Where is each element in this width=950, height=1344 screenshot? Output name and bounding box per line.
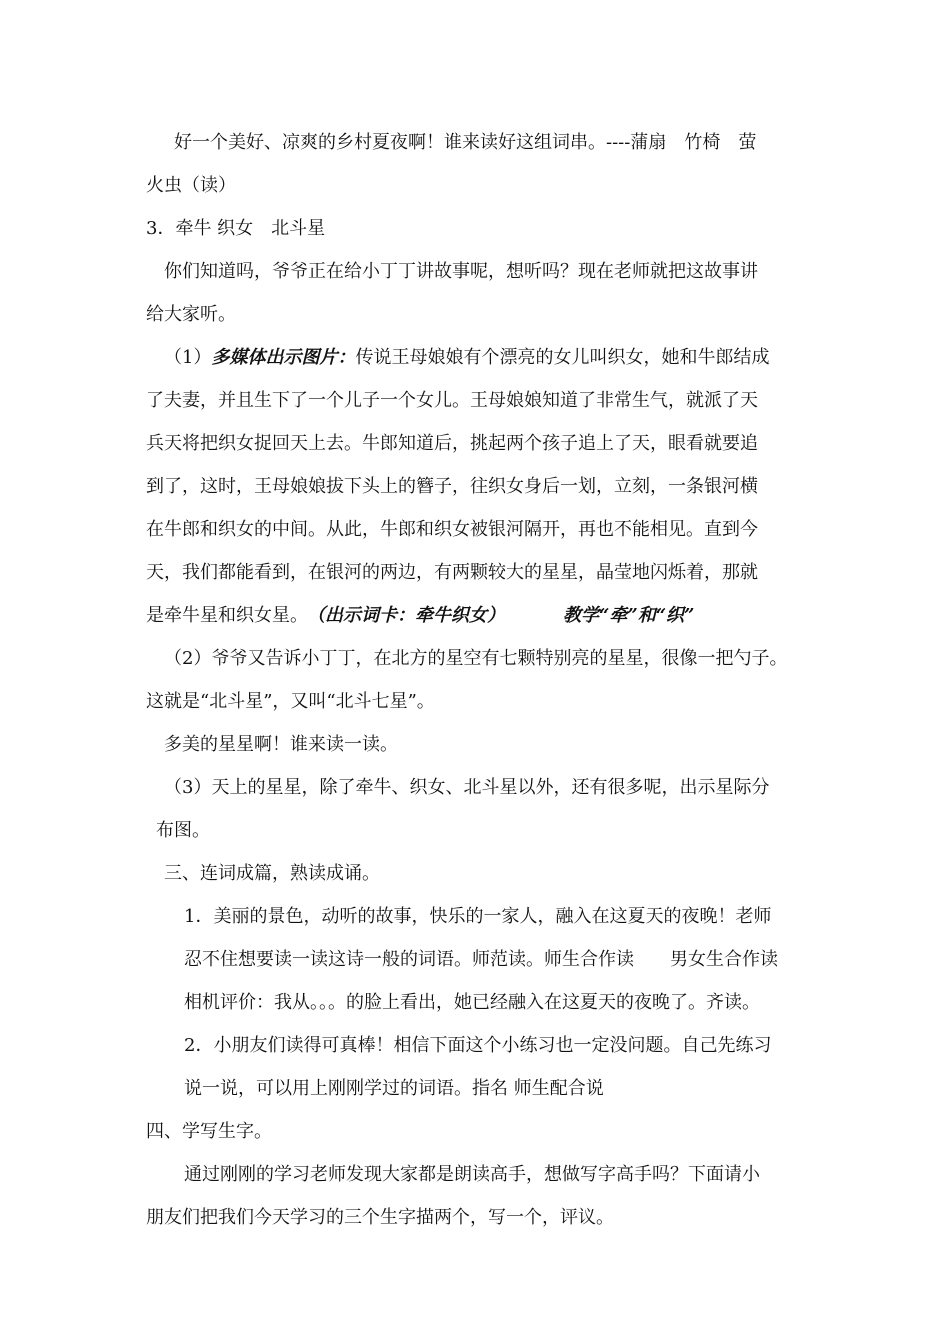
paragraph-line: 你们知道吗，爷爷正在给小丁丁讲故事呢，想听吗？现在老师就把这故事讲 (164, 261, 758, 282)
paragraph-line (146, 603, 694, 629)
paragraph-line: 好一个美好、凉爽的乡村夏夜啊！谁来读好这组词串。----蒲扇 竹椅 萤 (174, 132, 757, 153)
paragraph-line: 在牛郎和织女的中间。从此，牛郎和织女被银河隔开，再也不能相见。直到今 (146, 519, 758, 540)
paragraph-line: 火虫（读） (146, 175, 236, 196)
paragraph-line: 朋友们把我们今天学习的三个生字描两个，写一个，评议。 (146, 1207, 614, 1228)
paragraph-line: 给大家听。 (146, 304, 236, 325)
paragraph-line: 相机评价：我从。。。的脸上看出，她已经融入在这夏天的夜晚了。齐读。 (184, 992, 760, 1013)
paragraph-line: 通过刚刚的学习老师发现大家都是朗读高手，想做写字高手吗？下面请小 (184, 1164, 760, 1185)
paragraph-line: （3）天上的星星，除了牵牛、织女、北斗星以外，还有很多呢，出示星际分 (164, 777, 770, 798)
paragraph-line: 1．美丽的景色，动听的故事，快乐的一家人，融入在这夏天的夜晚！老师 (184, 906, 772, 927)
paragraph-text: 是牵牛星和织女星。 (146, 605, 308, 626)
emphasis-text: 多媒体出示图片： (211, 347, 356, 368)
paragraph-line: 兵天将把织女捉回天上去。牛郎知道后，挑起两个孩子追上了天，眼看就要追 (146, 433, 758, 454)
section-heading: 四、学写生字。 (146, 1121, 272, 1142)
paragraph-line: 2．小朋友们读得可真棒！相信下面这个小练习也一定没问题。自己先练习 (184, 1035, 772, 1056)
paragraph-text: 传说王母娘娘有个漂亮的女儿叫织女，她和牛郎结成 (355, 347, 770, 368)
paragraph-line: 布图。 (156, 820, 210, 841)
paragraph-line: 这就是“北斗星”，又叫“北斗七星”。 (146, 691, 435, 712)
paragraph-line (164, 345, 769, 371)
section-heading: 三、连词成篇，熟读成诵。 (164, 863, 380, 884)
emphasis-text: 教学“牵”和“织” (563, 605, 695, 626)
paragraph-line: 天，我们都能看到，在银河的两边，有两颗较大的星星，晶莹地闪烁着，那就 (146, 562, 758, 583)
paragraph-line: 说一说，可以用上刚刚学过的词语。指名 师生配合说 (184, 1078, 604, 1099)
subheading: 3．牵牛 织女 北斗星 (146, 218, 326, 239)
paragraph-line: 到了，这时，王母娘娘拔下头上的簪子，往织女身后一划，立刻，一条银河横 (146, 476, 758, 497)
paragraph-line: （2）爷爷又告诉小丁丁，在北方的星空有七颗特别亮的星星，很像一把勺子。 (164, 648, 788, 669)
paragraph-line: 了夫妻，并且生下了一个儿子一个女儿。王母娘娘知道了非常生气，就派了天 (146, 390, 758, 411)
emphasis-text: （出示词卡：牵牛织女） (316, 605, 505, 626)
item-number: （1） (164, 347, 212, 368)
paragraph-line: 多美的星星啊！谁来读一读。 (164, 734, 398, 755)
paragraph-line: 忍不住想要读一读这诗一般的词语。师范读。师生合作读 男女生合作读 (184, 949, 778, 970)
